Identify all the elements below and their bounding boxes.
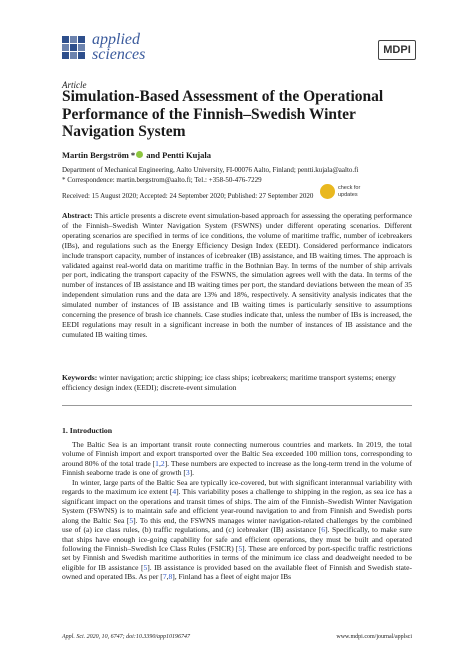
check-updates-line1: check for xyxy=(338,185,361,191)
check-updates-icon xyxy=(320,184,335,199)
journal-name-line1: applied xyxy=(92,31,140,48)
citation-link[interactable]: 8 xyxy=(168,572,173,582)
publication-dates: Received: 15 August 2020; Accepted: 24 September 2020; Published: 27 September 2020 xyxy=(62,192,314,200)
intro-paragraph: In winter, large parts of the Baltic Sea are typically ice-covered, but with significant interannual variability with regards to the maximum ice extent [4]. This variability poses a challenge to shipping in the region, as sea ice has a significant impact on the operations and transit times of ships. The aim of the Finnish–Swedish Winter Navigation System (FSWNS) is to maintain safe and efficient year-round navigation to and from Finnish and Swedish ports along the Baltic Sea [5]. To this end, the FSWNS manages winter navigation-related challenges by the combined use of (a) ice class rules, (b) traffic regulations, and (c) icebreaker (IB) assistance [6]. Specifically, to make sure that ships have enough ice-going capability for safe and efficient operations, they must be built and operated following the Finnish–Swedish Ice Class Rules (FSICR) [5]. These are enforced by port-specific traffic restrictions set by Finnish and Swedish maritime authorities in terms of the minimum ice class and deadweight needed to be eligible for IB assistance [5]. IB assistance is provided based on the available fleet of Finnish and Swedish state-owned and operated IBs. As per [7,8], Finland has a fleet of eight major IBs xyxy=(62,477,413,582)
affiliation-line: Department of Mechanical Engineering, Aalto University, FI-00076 Aalto, Finland; pentti.kujala@aalto.fi xyxy=(62,166,359,174)
journal-name-line2: sciences xyxy=(92,46,146,63)
paper-title: Simulation-Based Assessment of the Operational Performance of the Finnish–Swedish Winter Navigation System xyxy=(62,88,384,140)
keywords xyxy=(62,373,412,393)
journal-name xyxy=(92,32,145,62)
citation-link[interactable]: 2 xyxy=(160,458,165,468)
abstract-text: This article presents a discrete event simulation-based approach for assessing the operating performance of the Finnish–Swedish Winter Navigation System (FSWNS) under different operating scenarios. Different operating scenarios are specified in terms of ice conditions, the volume of maritime traffic, number of icebreakers (IBs), and regulations such as the Energy Efficiency Design Index (EEDI). Considered performance indicators include transport capacity, number of instances of icebreaker (IB) assistance, and IB waiting times. The approach is validated against real-world data on maritime traffic in the Bothnian Bay. In terms of the number of ship arrivals per port, indicating the transport capacity of the FSWNS, the simulation agrees well with the data. In terms of the number of instances of IB assistance and IB waiting times per port, the standard deviations between the mean of 35 independent simulation runs and the data are 13% and 18%, respectively. A sensitivity analysis indicates that the simulated number of instances of IB assistance and IB waiting times is particularly sensitive to assumptions concerning the presence of brash ice channels. Case studies indicate that, unless the number of IBs is increased, the EEDI regulations may result in a significant increase in both the number of instances of IB assistance and the cumulated IB waiting times. xyxy=(62,211,412,339)
citation-link[interactable]: 5 xyxy=(129,515,134,525)
citation-link[interactable]: 7 xyxy=(162,572,167,582)
author-1[interactable]: Martin Bergström * xyxy=(62,150,136,160)
check-for-updates-badge[interactable] xyxy=(320,182,378,204)
section-heading: 1. Introduction xyxy=(62,426,113,435)
abstract xyxy=(62,211,412,340)
correspondence-line: * Correspondence: martin.bergstrom@aalto.fi; Tel.: +358-50-476-7229 xyxy=(62,175,262,184)
footer-url[interactable]: www.mdpi.com/journal/applsci xyxy=(336,634,412,640)
keywords-text: winter navigation; arctic shipping; ice class ships; icebreakers; maritime transport systems; energy efficiency design index (EEDI); discrete-event simulation xyxy=(62,373,396,392)
page-footer xyxy=(62,634,412,640)
author-2[interactable]: and Pentti Kujala xyxy=(146,150,211,160)
footer-citation: Appl. Sci. 2020, 10, 6747; doi:10.3390/app10196747 xyxy=(62,634,190,640)
citation-link[interactable]: 5 xyxy=(143,562,148,572)
intro-paragraph: The Baltic Sea is an important transit route connecting numerous countries and markets. In 2019, the total volume of Finnish import and export transported over the Baltic Sea exceeded 100 million tons, corresponding to around 80% of the total trade [1,2]. These numbers are expected to increase as the long-term trend in the volume of Finnish seaborne trade is one of growth [3]. xyxy=(62,440,412,478)
citation-link[interactable]: 6 xyxy=(321,525,326,535)
introduction-body xyxy=(62,440,412,582)
orcid-icon[interactable] xyxy=(136,151,143,158)
article-type: Article xyxy=(62,80,87,90)
citation-link[interactable]: 5 xyxy=(238,543,243,553)
citation-link[interactable]: 4 xyxy=(172,487,177,497)
check-updates-line2: updates xyxy=(338,191,358,198)
divider xyxy=(62,405,412,406)
publisher-logo[interactable]: MDPI xyxy=(378,40,416,60)
citation-link[interactable]: 3 xyxy=(185,468,190,478)
citation-link[interactable]: 1 xyxy=(155,458,159,468)
author-list xyxy=(62,150,211,160)
abstract-label: Abstract: xyxy=(62,211,93,220)
journal-logo-icon xyxy=(62,36,86,60)
keywords-label: Keywords: xyxy=(62,373,98,382)
